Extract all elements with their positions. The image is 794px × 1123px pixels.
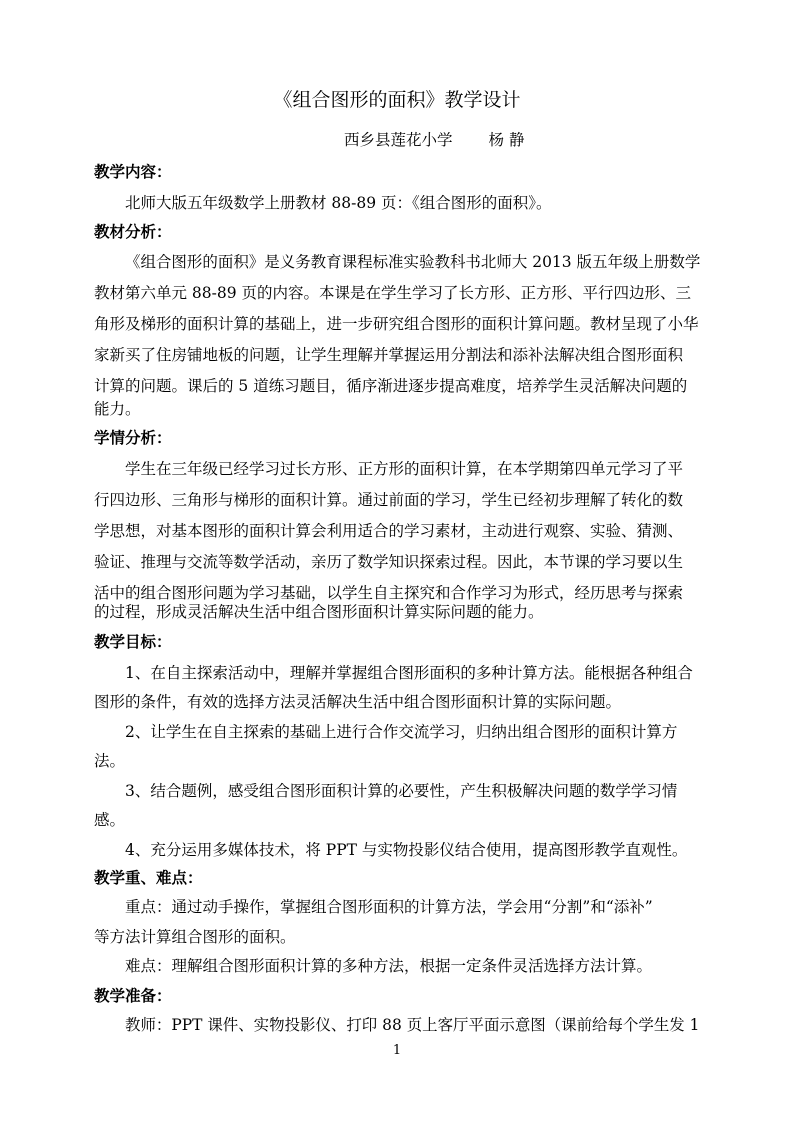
paragraph-line: 家新买了住房铺地板的问题，让学生理解并掌握运用分割法和添补法解决组合图形面积 — [94, 346, 684, 364]
heading-keypoints: 教学重、难点： — [94, 869, 203, 887]
paragraph-line: 4、充分运用多媒体技术，将 PPT 与实物投影仪结合使用，提高图形教学直观性。 — [125, 841, 688, 859]
page-number: 1 — [392, 1043, 402, 1058]
paragraph-line: 能力。 — [94, 400, 141, 418]
paragraph-line: 1、在自主探索活动中，理解并掌握组合图形面积的多种计算方法。能根据各种组合 — [125, 664, 693, 682]
heading-analysis: 教材分析： — [94, 223, 172, 241]
paragraph-line: 教师：PPT 课件、实物投影仪、打印 88 页上客厅平面示意图（课前给每个学生发 1 — [125, 1016, 700, 1034]
paragraph-line: 行四边形、三角形与梯形的面积计算。通过前面的学习，学生已经初步理解了转化的数 — [94, 491, 684, 509]
heading-content: 教学内容： — [94, 163, 172, 181]
document-title: 《组合图形的面积》教学设计 — [273, 89, 521, 111]
paragraph-line: 等方法计算组合图形的面积。 — [94, 928, 296, 946]
author-line — [344, 130, 524, 150]
paragraph-line: 计算的问题。课后的 5 道练习题目，循序渐进逐步提高难度，培养学生灵活解决问题的 — [94, 377, 688, 395]
paragraph-line: 验证、推理与交流等数学活动，亲历了数学知识探索过程。因此，本节课的学习要以生 — [94, 553, 684, 571]
school-name: 西乡县莲花小学 — [344, 131, 453, 149]
paragraph-line: 角形及梯形的面积计算的基础上，进一步研究组合图形的面积计算问题。教材呈现了小华 — [94, 315, 699, 333]
paragraph-line: 《组合图形的面积》是义务教育课程标准实验教科书北师大 2013 版五年级上册数学 — [125, 253, 701, 271]
paragraph-line: 法。 — [94, 752, 126, 770]
paragraph-line: 难点：理解组合图形面积计算的多种方法，根据一定条件灵活选择方法计算。 — [125, 957, 653, 975]
author-name: 杨 静 — [488, 131, 525, 149]
heading-goals: 教学目标： — [94, 633, 172, 651]
paragraph-line: 活中的组合图形问题为学习基础，以学生自主探究和合作学习为形式，经历思考与探索 — [94, 584, 684, 602]
paragraph-line: 图形的条件，有效的选择方法灵活解决生活中组合图形面积计算的实际问题。 — [94, 693, 622, 711]
paragraph-line: 3、结合题例，感受组合图形面积计算的必要性，产生积极解决问题的数学学习情 — [125, 782, 678, 800]
paragraph-line: 感。 — [94, 811, 126, 829]
paragraph-line: 2、让学生在自主探索的基础上进行合作交流学习，归纳出组合图形的面积计算方 — [125, 723, 678, 741]
paragraph-line: 重点：通过动手操作，掌握组合图形面积的计算方法，学会用“分割”和“添补” — [125, 898, 653, 916]
heading-learners: 学情分析： — [94, 429, 172, 447]
paragraph-line: 北师大版五年级数学上册教材 88-89 页：《组合图形的面积》。 — [125, 194, 552, 212]
paragraph-line: 教材第六单元 88-89 页的内容。本课是在学生学习了长方形、正方形、平行四边形、三 — [94, 284, 692, 302]
paragraph-line: 学生在三年级已经学习过长方形、正方形的面积计算，在本学期第四单元学习了平 — [125, 460, 684, 478]
paragraph-line: 学思想，对基本图形的面积计算会利用适合的学习素材，主动进行观察、实验、猜测、 — [94, 522, 684, 540]
paragraph-line: 的过程，形成灵活解决生活中组合图形面积计算实际问题的能力。 — [94, 603, 544, 621]
heading-prep: 教学准备： — [94, 987, 172, 1005]
